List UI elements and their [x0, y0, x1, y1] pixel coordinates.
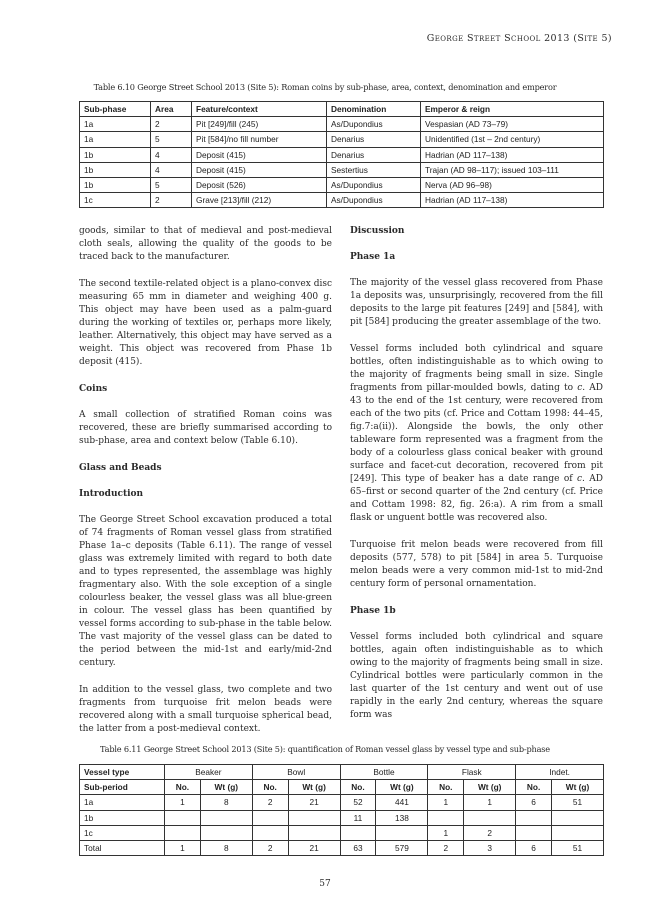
table-cell: Pit [249]/fill (245)	[192, 117, 327, 132]
table-cell: 51	[551, 840, 603, 855]
table-row	[80, 147, 604, 162]
table-cell: Sestertius	[327, 162, 421, 177]
table-cell: 51	[551, 795, 603, 810]
table-cell: As/Dupondius	[327, 193, 421, 208]
column-header: Sub-period	[80, 780, 165, 795]
column-header: Flask	[428, 765, 516, 780]
table-cell: Deposit (415)	[192, 162, 327, 177]
table-cell: 1b	[80, 147, 151, 162]
table-cell: 3	[464, 840, 516, 855]
table-cell: 579	[376, 840, 428, 855]
heading-discussion: Discussion	[350, 226, 405, 236]
column-header: Bowl	[252, 765, 340, 780]
table-cell: Trajan (AD 98–117); issued 103–111	[421, 162, 604, 177]
column-header: Area	[151, 102, 192, 117]
table-cell: Unidentified (1st – 2nd century)	[421, 132, 604, 147]
table-cell	[200, 810, 252, 825]
table-cell: 2	[151, 117, 192, 132]
heading-phase-1a: Phase 1a	[350, 252, 396, 262]
table-cell: 21	[288, 795, 340, 810]
paragraph: goods, similar to that of medieval and post-medieval cloth seals, allowing the quality of the goods to be traced back to the manufacturer.	[79, 226, 332, 262]
column-header: Indet.	[516, 765, 604, 780]
coins-table	[79, 101, 604, 208]
table-header-row	[80, 765, 604, 780]
paragraph: In addition to the vessel glass, two complete and two fragments from turquoise frit melon beads were recovered along with a small turquoise spherical bead, the latter from a post-medieval context.	[79, 685, 332, 734]
table-cell: 6	[516, 795, 552, 810]
paragraph: A small collection of stratified Roman coins was recovered, these are briefly summarised according to sub-phase, area and context below (Table 6.10).	[79, 410, 332, 446]
table-cell: 1b	[80, 177, 151, 192]
table-cell: As/Dupondius	[327, 117, 421, 132]
table-cell: 1	[464, 795, 516, 810]
table-cell: Deposit (526)	[192, 177, 327, 192]
table-cell	[165, 825, 201, 840]
table-cell: Nerva (AD 96–98)	[421, 177, 604, 192]
table-cell: 1	[428, 795, 464, 810]
table-row	[80, 117, 604, 132]
column-subheader: Wt (g)	[288, 780, 340, 795]
table-cell	[288, 825, 340, 840]
text-run: Vessel forms included both cylindrical and square bottles, often indistinguishable as to which owing to the majority of fragments being small in size. Single fragments from pillar-moulded bowls, dating to	[350, 344, 603, 393]
table-cell: 1	[165, 795, 201, 810]
table-row	[80, 795, 604, 810]
table-cell	[252, 825, 288, 840]
table-6-10-caption: Table 6.10 George Street School 2013 (Site 5): Roman coins by sub-phase, area, context, denomination and emperor	[93, 82, 557, 92]
column-subheader: Wt (g)	[376, 780, 428, 795]
table-cell: 1c	[80, 193, 151, 208]
left-column	[79, 225, 332, 750]
page-number: 57	[319, 879, 331, 889]
table-cell: 4	[151, 162, 192, 177]
table-cell: 2	[464, 825, 516, 840]
table-cell: 1a	[80, 117, 151, 132]
table-subheader-row	[80, 780, 604, 795]
circa-italic: c.	[576, 474, 585, 484]
heading-phase-1b: Phase 1b	[350, 606, 396, 616]
table-cell: 21	[288, 840, 340, 855]
table-cell	[464, 810, 516, 825]
column-subheader: Wt (g)	[464, 780, 516, 795]
paragraph: The majority of the vessel glass recovered from Phase 1a deposits was, unsurprisingly, recovered from the fill deposits to the large pit features [249] and [584], with pit [584] producing the greater assemblage of the two.	[350, 278, 603, 327]
table-cell	[551, 825, 603, 840]
column-subheader: No.	[428, 780, 464, 795]
column-subheader: No.	[516, 780, 552, 795]
table-cell	[516, 825, 552, 840]
table-cell: As/Dupondius	[327, 177, 421, 192]
table-cell: 138	[376, 810, 428, 825]
table-cell: 52	[340, 795, 376, 810]
table-cell: 8	[200, 795, 252, 810]
table-cell: 1	[428, 825, 464, 840]
heading-introduction: Introduction	[79, 489, 144, 499]
table-cell: 1a	[80, 795, 165, 810]
table-row	[80, 193, 604, 208]
column-subheader: No.	[340, 780, 376, 795]
column-subheader: Wt (g)	[200, 780, 252, 795]
table-cell: 2	[252, 840, 288, 855]
table-cell: 2	[252, 795, 288, 810]
table-cell	[376, 825, 428, 840]
paragraph: The second textile-related object is a plano-convex disc measuring 65 mm in diameter and weighing 400 g. This object may have been used as a palm-guard during the working of textiles or, perhaps more likely, leather. Alternatively, this object may have served as a weight. This object was recovered from Phase 1b deposit (415).	[79, 279, 332, 367]
column-header: Vessel type	[80, 765, 165, 780]
table-cell: 11	[340, 810, 376, 825]
paragraph: Turquoise frit melon beads were recovered from fill deposits (577, 578) to pit [584] in area 5. Turquoise melon beads were a very common mid-1st to mid-2nd century form of personal ornamentation.	[350, 540, 603, 589]
table-cell: 8	[200, 840, 252, 855]
table-cell	[340, 825, 376, 840]
table-cell: Hadrian (AD 117–138)	[421, 193, 604, 208]
column-header: Sub-phase	[80, 102, 151, 117]
table-cell: 2	[428, 840, 464, 855]
circa-italic: c.	[577, 383, 586, 393]
table-row	[80, 162, 604, 177]
table-cell	[288, 810, 340, 825]
table-cell: 1	[165, 840, 201, 855]
table-row	[80, 825, 604, 840]
column-subheader: No.	[252, 780, 288, 795]
vessel-glass-table	[79, 764, 604, 856]
column-header: Emperor & reign	[421, 102, 604, 117]
table-cell: Denarius	[327, 132, 421, 147]
table-cell	[516, 810, 552, 825]
table-cell: 1b	[80, 810, 165, 825]
heading-glass-and-beads: Glass and Beads	[79, 463, 162, 473]
table-cell: Total	[80, 840, 165, 855]
table-cell: 2	[151, 193, 192, 208]
table-cell: 1c	[80, 825, 165, 840]
right-column	[350, 225, 603, 722]
paragraph	[350, 343, 603, 525]
table-cell: Hadrian (AD 117–138)	[421, 147, 604, 162]
table-cell: 63	[340, 840, 376, 855]
table-cell: 5	[151, 177, 192, 192]
table-cell: 6	[516, 840, 552, 855]
table-cell: Denarius	[327, 147, 421, 162]
text-run: AD 65–first or second quarter of the 2nd century (cf. Price and Cottam 1998: 82, fig. 26:a). A rim from a small flask or unguent bottle was recovered also.	[350, 474, 604, 523]
text-run: AD 43 to the end of the 1st century, were recovered from each of the two pits (cf. Price and Cottam 1998: 44–45, fig.7:a(ii)). Alongside the bowls, the only other tableware form represented was a fragment from the body of a colourless glass conical beaker with ground surface and facet-cut decoration, recovered from pit [249]. This type of beaker has a date range of	[350, 383, 603, 484]
table-6-11-caption: Table 6.11 George Street School 2013 (Site 5): quantification of Roman vessel glass by vessel type and sub-phase	[100, 744, 550, 754]
table-cell: 5	[151, 132, 192, 147]
column-subheader: Wt (g)	[551, 780, 603, 795]
paragraph: The George Street School excavation produced a total of 74 fragments of Roman vessel glass from stratified Phase 1a–c deposits (Table 6.11). The range of vessel glass was extremely limited with regard to both date and to types represented, the assemblage was highly fragmentary also. With the sole exception of a single colourless beaker, the vessel glass was all blue-green in colour. The vessel glass has been quantified by vessel forms according to sub-phase in the table below. The vast majority of the vessel glass can be dated to the period between the mid-1st and early/mid-2nd century.	[79, 515, 332, 668]
heading-coins: Coins	[79, 384, 108, 394]
table-cell: Pit [584]/no fill number	[192, 132, 327, 147]
running-head: George Street School 2013 (Site 5)	[426, 33, 612, 44]
table-row	[80, 132, 604, 147]
column-header: Denomination	[327, 102, 421, 117]
table-row	[80, 810, 604, 825]
table-cell: Deposit (415)	[192, 147, 327, 162]
column-header: Beaker	[165, 765, 253, 780]
table-cell: 1b	[80, 162, 151, 177]
table-row	[80, 840, 604, 855]
column-subheader: No.	[165, 780, 201, 795]
table-cell	[551, 810, 603, 825]
table-cell: 441	[376, 795, 428, 810]
table-cell: 4	[151, 147, 192, 162]
column-header: Bottle	[340, 765, 428, 780]
table-cell: Vespasian (AD 73–79)	[421, 117, 604, 132]
table-cell	[200, 825, 252, 840]
table-cell	[252, 810, 288, 825]
table-cell: 1a	[80, 132, 151, 147]
table-cell: Grave [213]/fill (212)	[192, 193, 327, 208]
table-row	[80, 177, 604, 192]
paragraph: Vessel forms included both cylindrical and square bottles, again often indistinguishable as to which owing to the majority of fragments being small in size. Cylindrical bottles were particularly common in the last quarter of the 1st century and went out of use rapidly in the early 2nd century, whereas the square form was	[350, 632, 603, 720]
table-cell	[428, 810, 464, 825]
table-cell	[165, 810, 201, 825]
column-header: Feature/context	[192, 102, 327, 117]
table-header-row	[80, 102, 604, 117]
